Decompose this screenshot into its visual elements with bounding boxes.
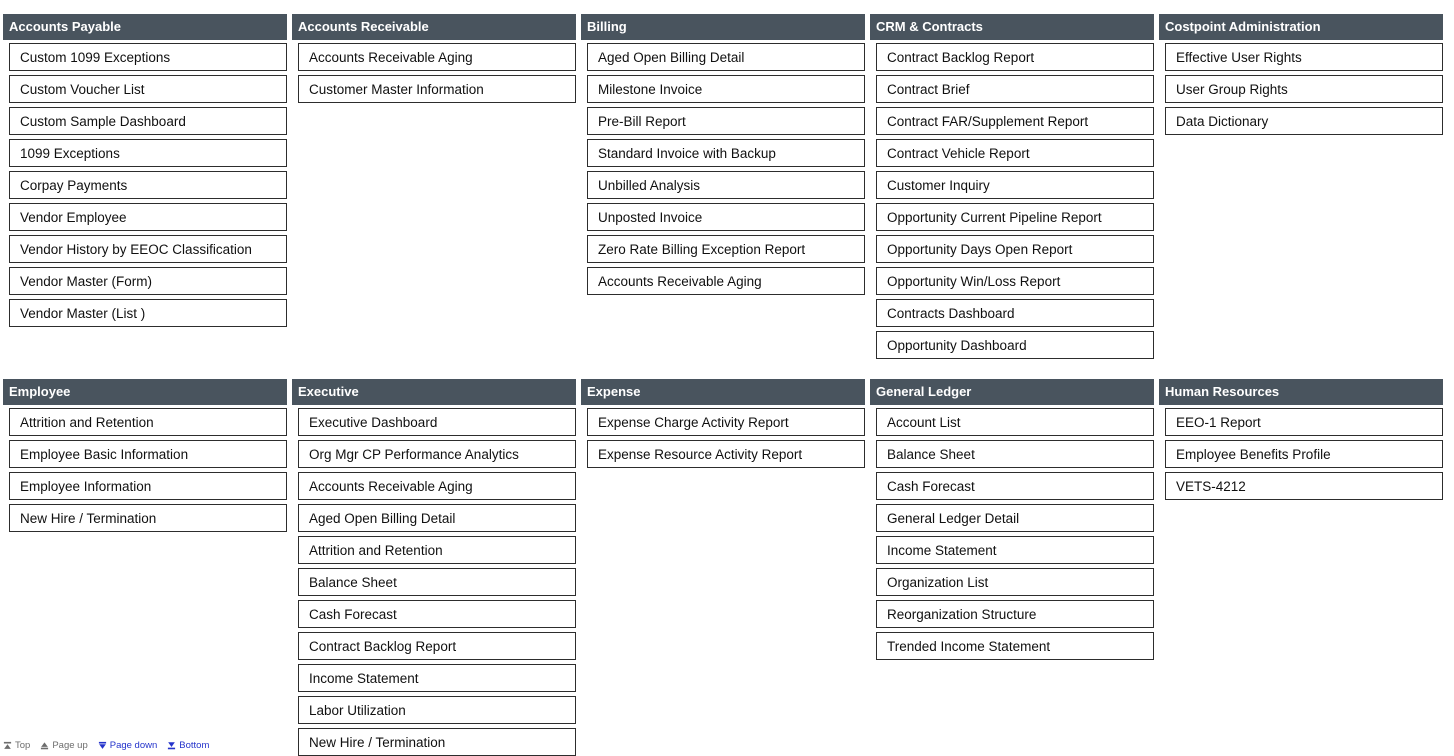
section-accounts-payable bbox=[3, 14, 287, 327]
report-link-accounts-receivable-aging[interactable]: Accounts Receivable Aging bbox=[587, 267, 865, 295]
section-header: Accounts Receivable bbox=[292, 14, 576, 40]
section-employee bbox=[3, 379, 287, 532]
report-link-accounts-receivable-aging[interactable]: Accounts Receivable Aging bbox=[298, 43, 576, 71]
footer-page-up-button[interactable] bbox=[40, 740, 87, 751]
report-link-aged-open-billing-detail[interactable]: Aged Open Billing Detail bbox=[298, 504, 576, 532]
section-header: General Ledger bbox=[870, 379, 1154, 405]
report-link-organization-list[interactable]: Organization List bbox=[876, 568, 1154, 596]
report-link-contract-vehicle-report[interactable]: Contract Vehicle Report bbox=[876, 139, 1154, 167]
section-item-list bbox=[1165, 43, 1443, 135]
report-link-contracts-dashboard[interactable]: Contracts Dashboard bbox=[876, 299, 1154, 327]
section-item-list bbox=[298, 408, 576, 756]
report-link-data-dictionary[interactable]: Data Dictionary bbox=[1165, 107, 1443, 135]
section-billing bbox=[581, 14, 865, 295]
section-header: Expense bbox=[581, 379, 865, 405]
section-crm-contracts bbox=[870, 14, 1154, 359]
report-link-unbilled-analysis[interactable]: Unbilled Analysis bbox=[587, 171, 865, 199]
report-link-balance-sheet[interactable]: Balance Sheet bbox=[876, 440, 1154, 468]
report-link-custom-voucher-list[interactable]: Custom Voucher List bbox=[9, 75, 287, 103]
section-header: Employee bbox=[3, 379, 287, 405]
report-link-cash-forecast[interactable]: Cash Forecast bbox=[298, 600, 576, 628]
page-down-icon bbox=[98, 741, 107, 750]
report-link-customer-inquiry[interactable]: Customer Inquiry bbox=[876, 171, 1154, 199]
report-link-opportunity-dashboard[interactable]: Opportunity Dashboard bbox=[876, 331, 1154, 359]
footer-button-label: Top bbox=[15, 740, 31, 751]
footer-button-label: Bottom bbox=[179, 740, 210, 751]
report-link-trended-income-statement[interactable]: Trended Income Statement bbox=[876, 632, 1154, 660]
section-item-list bbox=[1165, 408, 1443, 500]
section-header: Accounts Payable bbox=[3, 14, 287, 40]
footer-top-button[interactable] bbox=[3, 740, 30, 751]
report-link-expense-charge-activity-report[interactable]: Expense Charge Activity Report bbox=[587, 408, 865, 436]
section-header: Costpoint Administration bbox=[1159, 14, 1443, 40]
section-header: Human Resources bbox=[1159, 379, 1443, 405]
report-link-attrition-and-retention[interactable]: Attrition and Retention bbox=[298, 536, 576, 564]
report-link-contract-far-supplement-report[interactable]: Contract FAR/Supplement Report bbox=[876, 107, 1154, 135]
section-human-resources bbox=[1159, 379, 1443, 500]
footer-bottom-button[interactable] bbox=[167, 740, 209, 751]
report-link-zero-rate-billing-exception-report[interactable]: Zero Rate Billing Exception Report bbox=[587, 235, 865, 263]
page-up-icon bbox=[40, 741, 49, 750]
report-link-contract-backlog-report[interactable]: Contract Backlog Report bbox=[876, 43, 1154, 71]
report-link-custom-1099-exceptions[interactable]: Custom 1099 Exceptions bbox=[9, 43, 287, 71]
section-executive bbox=[292, 379, 576, 756]
report-link-vendor-master-list[interactable]: Vendor Master (List ) bbox=[9, 299, 287, 327]
report-link-vets-4212[interactable]: VETS-4212 bbox=[1165, 472, 1443, 500]
scroll-footer-bar bbox=[3, 739, 212, 752]
section-general-ledger bbox=[870, 379, 1154, 660]
report-link-employee-information[interactable]: Employee Information bbox=[9, 472, 287, 500]
report-link-milestone-invoice[interactable]: Milestone Invoice bbox=[587, 75, 865, 103]
report-link-aged-open-billing-detail[interactable]: Aged Open Billing Detail bbox=[587, 43, 865, 71]
report-link-contract-backlog-report[interactable]: Contract Backlog Report bbox=[298, 632, 576, 660]
report-link-balance-sheet[interactable]: Balance Sheet bbox=[298, 568, 576, 596]
report-link-corpay-payments[interactable]: Corpay Payments bbox=[9, 171, 287, 199]
report-link-customer-master-information[interactable]: Customer Master Information bbox=[298, 75, 576, 103]
section-accounts-receivable bbox=[292, 14, 576, 103]
section-item-list bbox=[298, 43, 576, 103]
section-item-list bbox=[876, 408, 1154, 660]
report-link-unposted-invoice[interactable]: Unposted Invoice bbox=[587, 203, 865, 231]
section-header: Executive bbox=[292, 379, 576, 405]
footer-button-label: Page down bbox=[109, 740, 158, 751]
report-link-accounts-receivable-aging[interactable]: Accounts Receivable Aging bbox=[298, 472, 576, 500]
report-link-vendor-master-form[interactable]: Vendor Master (Form) bbox=[9, 267, 287, 295]
report-link-reorganization-structure[interactable]: Reorganization Structure bbox=[876, 600, 1154, 628]
report-link-vendor-employee[interactable]: Vendor Employee bbox=[9, 203, 287, 231]
report-link-labor-utilization[interactable]: Labor Utilization bbox=[298, 696, 576, 724]
report-link-new-hire-termination[interactable]: New Hire / Termination bbox=[9, 504, 287, 532]
report-link-income-statement[interactable]: Income Statement bbox=[298, 664, 576, 692]
report-link-opportunity-current-pipeline-report[interactable]: Opportunity Current Pipeline Report bbox=[876, 203, 1154, 231]
sections-row-1 bbox=[3, 14, 1443, 359]
scroll-to-top-icon bbox=[3, 741, 12, 750]
report-link-general-ledger-detail[interactable]: General Ledger Detail bbox=[876, 504, 1154, 532]
section-item-list bbox=[587, 408, 865, 468]
scroll-to-bottom-icon bbox=[167, 741, 176, 750]
report-link-custom-sample-dashboard[interactable]: Custom Sample Dashboard bbox=[9, 107, 287, 135]
section-header: Billing bbox=[581, 14, 865, 40]
report-link-account-list[interactable]: Account List bbox=[876, 408, 1154, 436]
report-link-effective-user-rights[interactable]: Effective User Rights bbox=[1165, 43, 1443, 71]
report-link-employee-benefits-profile[interactable]: Employee Benefits Profile bbox=[1165, 440, 1443, 468]
footer-page-down-button[interactable] bbox=[98, 740, 158, 751]
report-link-vendor-history-by-eeoc-classification[interactable]: Vendor History by EEOC Classification bbox=[9, 235, 287, 263]
section-item-list bbox=[876, 43, 1154, 359]
section-item-list bbox=[587, 43, 865, 295]
report-link-employee-basic-information[interactable]: Employee Basic Information bbox=[9, 440, 287, 468]
report-link-1099-exceptions[interactable]: 1099 Exceptions bbox=[9, 139, 287, 167]
section-item-list bbox=[9, 408, 287, 532]
section-item-list bbox=[9, 43, 287, 327]
footer-button-label: Page up bbox=[52, 740, 88, 751]
report-link-standard-invoice-with-backup[interactable]: Standard Invoice with Backup bbox=[587, 139, 865, 167]
report-link-user-group-rights[interactable]: User Group Rights bbox=[1165, 75, 1443, 103]
section-expense bbox=[581, 379, 865, 468]
section-header: CRM & Contracts bbox=[870, 14, 1154, 40]
sections-row-2 bbox=[3, 379, 1443, 756]
report-link-cash-forecast[interactable]: Cash Forecast bbox=[876, 472, 1154, 500]
report-link-opportunity-win-loss-report[interactable]: Opportunity Win/Loss Report bbox=[876, 267, 1154, 295]
report-link-eeo-1-report[interactable]: EEO-1 Report bbox=[1165, 408, 1443, 436]
report-link-opportunity-days-open-report[interactable]: Opportunity Days Open Report bbox=[876, 235, 1154, 263]
report-link-new-hire-termination[interactable]: New Hire / Termination bbox=[298, 728, 576, 756]
report-link-contract-brief[interactable]: Contract Brief bbox=[876, 75, 1154, 103]
report-link-executive-dashboard[interactable]: Executive Dashboard bbox=[298, 408, 576, 436]
report-link-pre-bill-report[interactable]: Pre-Bill Report bbox=[587, 107, 865, 135]
report-link-expense-resource-activity-report[interactable]: Expense Resource Activity Report bbox=[587, 440, 865, 468]
report-link-attrition-and-retention[interactable]: Attrition and Retention bbox=[9, 408, 287, 436]
report-link-org-mgr-cp-performance-analytics[interactable]: Org Mgr CP Performance Analytics bbox=[298, 440, 576, 468]
report-link-income-statement[interactable]: Income Statement bbox=[876, 536, 1154, 564]
section-costpoint-administration bbox=[1159, 14, 1443, 135]
